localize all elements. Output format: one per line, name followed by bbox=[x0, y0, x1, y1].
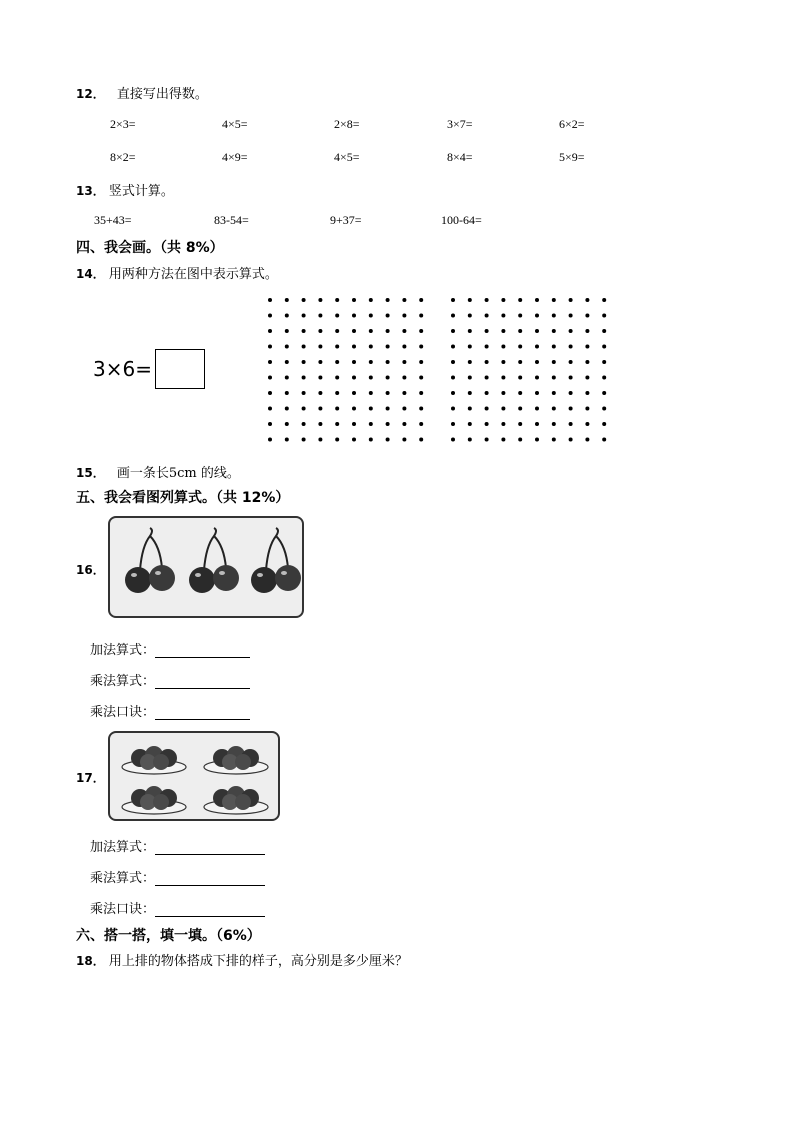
grid-dot bbox=[268, 329, 272, 333]
grid-dot bbox=[569, 329, 573, 333]
q17-multiplication-row bbox=[90, 867, 265, 886]
grid-dot bbox=[352, 298, 356, 302]
q13-item: 35+43= bbox=[94, 213, 132, 227]
grid-dot bbox=[569, 438, 573, 442]
grid-dot bbox=[335, 376, 339, 380]
q14-equation: 3×6= bbox=[93, 357, 152, 381]
grid-dot bbox=[369, 422, 373, 426]
grid-dot bbox=[468, 345, 472, 349]
grid-dot bbox=[518, 438, 522, 442]
section-6-title: 六、搭一搭，填一填。（6%） bbox=[76, 928, 261, 944]
grid-dot bbox=[602, 314, 606, 318]
grid-dot bbox=[468, 391, 472, 395]
grid-dot bbox=[602, 407, 606, 411]
q14-prompt bbox=[76, 263, 278, 282]
grid-dot bbox=[602, 422, 606, 426]
grid-dot bbox=[369, 314, 373, 318]
grid-dot bbox=[285, 422, 289, 426]
grid-dot bbox=[302, 407, 306, 411]
q16-multiplication-blank[interactable] bbox=[155, 676, 250, 689]
grid-dot bbox=[419, 329, 423, 333]
fruit-plate-icon bbox=[204, 746, 268, 774]
grid-dot bbox=[451, 407, 455, 411]
grid-dot bbox=[451, 391, 455, 395]
grid-dot bbox=[302, 376, 306, 380]
q17-addition-row bbox=[90, 836, 265, 855]
grid-dot bbox=[386, 422, 390, 426]
q13-item: 100-64= bbox=[441, 213, 482, 227]
grid-dot bbox=[585, 298, 589, 302]
q16-addition-label: 加法算式： bbox=[90, 643, 156, 658]
grid-dot bbox=[369, 360, 373, 364]
grid-dot bbox=[535, 422, 539, 426]
grid-dot bbox=[585, 438, 589, 442]
grid-dot bbox=[535, 314, 539, 318]
grid-dot bbox=[386, 438, 390, 442]
grid-dot bbox=[485, 329, 489, 333]
grid-dot bbox=[552, 376, 556, 380]
grid-dot bbox=[268, 345, 272, 349]
q12-item: 4×9= bbox=[222, 150, 248, 164]
grid-dot bbox=[585, 407, 589, 411]
grid-dot bbox=[485, 298, 489, 302]
grid-dot bbox=[485, 360, 489, 364]
grid-dot bbox=[352, 360, 356, 364]
q17-formula-row bbox=[90, 898, 265, 917]
q17-formula-label: 乘法口诀： bbox=[90, 902, 156, 917]
grid-dot bbox=[402, 345, 406, 349]
grid-dot bbox=[318, 314, 322, 318]
grid-dot bbox=[501, 314, 505, 318]
q13-item: 83-54= bbox=[214, 213, 249, 227]
fruit-plate-icon bbox=[122, 746, 186, 774]
grid-dot bbox=[518, 391, 522, 395]
grid-dot bbox=[485, 314, 489, 318]
grid-dot bbox=[468, 298, 472, 302]
grid-dot bbox=[569, 376, 573, 380]
grid-dot bbox=[535, 298, 539, 302]
dot-grid-left[interactable] bbox=[260, 292, 430, 447]
grid-dot bbox=[501, 360, 505, 364]
grid-dot bbox=[285, 438, 289, 442]
grid-dot bbox=[302, 298, 306, 302]
cherry-icon bbox=[189, 528, 239, 593]
cherry-icon-group bbox=[110, 518, 302, 616]
grid-dot bbox=[468, 407, 472, 411]
grid-dot bbox=[285, 376, 289, 380]
q13-number: 13． bbox=[76, 184, 105, 198]
q12-item: 2×3= bbox=[110, 117, 136, 131]
grid-dot bbox=[302, 345, 306, 349]
q12-item: 8×2= bbox=[110, 150, 136, 164]
fruit-plate-icon bbox=[122, 786, 186, 814]
grid-dot bbox=[402, 407, 406, 411]
grid-dot bbox=[569, 345, 573, 349]
grid-dot bbox=[501, 329, 505, 333]
grid-dot bbox=[335, 360, 339, 364]
grid-dot bbox=[268, 376, 272, 380]
grid-dot bbox=[501, 422, 505, 426]
grid-dot bbox=[335, 422, 339, 426]
grid-dot bbox=[602, 391, 606, 395]
grid-dot bbox=[302, 422, 306, 426]
grid-dot bbox=[386, 407, 390, 411]
grid-dot bbox=[419, 407, 423, 411]
grid-dot bbox=[318, 329, 322, 333]
grid-dot bbox=[402, 438, 406, 442]
grid-dot bbox=[352, 438, 356, 442]
grid-dot bbox=[468, 360, 472, 364]
grid-dot bbox=[386, 376, 390, 380]
q12-item: 6×2= bbox=[559, 117, 585, 131]
grid-dot bbox=[602, 298, 606, 302]
q12-item: 4×5= bbox=[222, 117, 248, 131]
grid-dot bbox=[285, 298, 289, 302]
grid-dot bbox=[569, 314, 573, 318]
grid-dot bbox=[402, 376, 406, 380]
q16-number: 16． bbox=[76, 563, 105, 577]
grid-dot bbox=[485, 438, 489, 442]
grid-dot bbox=[402, 422, 406, 426]
grid-dot bbox=[485, 345, 489, 349]
q12-prompt bbox=[76, 83, 208, 102]
q16-formula-label: 乘法口诀： bbox=[90, 705, 156, 720]
grid-dot bbox=[318, 422, 322, 426]
grid-dot bbox=[268, 422, 272, 426]
grid-dot bbox=[451, 345, 455, 349]
grid-dot bbox=[602, 376, 606, 380]
grid-dot bbox=[285, 391, 289, 395]
grid-dot bbox=[419, 376, 423, 380]
grid-dot bbox=[268, 298, 272, 302]
grid-dot bbox=[285, 329, 289, 333]
q17-formula-blank[interactable] bbox=[155, 904, 265, 917]
grid-dot bbox=[585, 376, 589, 380]
grid-dot bbox=[285, 407, 289, 411]
grid-dot bbox=[585, 391, 589, 395]
grid-dot bbox=[352, 376, 356, 380]
grid-dot bbox=[468, 329, 472, 333]
q16-formula-blank[interactable] bbox=[155, 707, 250, 720]
q12-item: 4×5= bbox=[334, 150, 360, 164]
section-5-title: 五、我会看图列算式。（共 12%） bbox=[76, 490, 290, 506]
q17-number: 17． bbox=[76, 771, 105, 785]
dot-grid-right[interactable] bbox=[443, 292, 613, 447]
grid-dot bbox=[335, 391, 339, 395]
grid-dot bbox=[386, 298, 390, 302]
q15-number: 15． bbox=[76, 466, 105, 480]
q14-text: 用两种方法在图中表示算式。 bbox=[108, 267, 278, 282]
q16-formula-row bbox=[90, 701, 250, 720]
grid-dot bbox=[552, 391, 556, 395]
grid-dot bbox=[268, 314, 272, 318]
fruit-plate-icon-group bbox=[110, 733, 278, 819]
grid-dot bbox=[585, 314, 589, 318]
grid-dot bbox=[318, 391, 322, 395]
grid-dot bbox=[535, 376, 539, 380]
grid-dot bbox=[501, 345, 505, 349]
grid-dot bbox=[468, 314, 472, 318]
grid-dot bbox=[501, 391, 505, 395]
grid-dot bbox=[501, 438, 505, 442]
grid-dot bbox=[552, 422, 556, 426]
grid-dot bbox=[268, 438, 272, 442]
grid-dot bbox=[419, 298, 423, 302]
grid-dot bbox=[318, 376, 322, 380]
grid-dot bbox=[602, 329, 606, 333]
grid-dot bbox=[386, 391, 390, 395]
grid-dot bbox=[335, 438, 339, 442]
q13-prompt bbox=[76, 180, 174, 199]
grid-dot bbox=[302, 360, 306, 364]
grid-dot bbox=[602, 345, 606, 349]
grid-dot bbox=[302, 438, 306, 442]
grid-dot bbox=[302, 329, 306, 333]
grid-dot bbox=[318, 438, 322, 442]
q18-text: 用上排的物体搭成下排的样子，高分别是多少厘米？ bbox=[108, 954, 408, 969]
grid-dot bbox=[419, 314, 423, 318]
grid-dot bbox=[518, 345, 522, 349]
grid-dot bbox=[451, 329, 455, 333]
grid-dot bbox=[451, 298, 455, 302]
grid-dot bbox=[535, 345, 539, 349]
grid-dot bbox=[318, 298, 322, 302]
grid-dot bbox=[451, 422, 455, 426]
grid-dot bbox=[386, 345, 390, 349]
grid-dot bbox=[501, 298, 505, 302]
fruit-plates-picture bbox=[108, 731, 280, 821]
grid-dot bbox=[419, 438, 423, 442]
grid-dot bbox=[335, 407, 339, 411]
grid-dot bbox=[485, 391, 489, 395]
grid-dot bbox=[585, 345, 589, 349]
grid-dot bbox=[386, 314, 390, 318]
fruit-plate-icon bbox=[204, 786, 268, 814]
grid-dot bbox=[285, 360, 289, 364]
grid-dot bbox=[451, 314, 455, 318]
grid-dot bbox=[451, 360, 455, 364]
grid-dot bbox=[335, 314, 339, 318]
grid-dot bbox=[569, 407, 573, 411]
grid-dot bbox=[518, 376, 522, 380]
grid-dot bbox=[468, 422, 472, 426]
grid-dot bbox=[369, 438, 373, 442]
grid-dot bbox=[552, 329, 556, 333]
q17-addition-label: 加法算式： bbox=[90, 840, 156, 855]
q15-prompt bbox=[76, 462, 240, 481]
grid-dot bbox=[386, 360, 390, 364]
grid-dot bbox=[402, 314, 406, 318]
grid-dot bbox=[419, 422, 423, 426]
grid-dot bbox=[552, 314, 556, 318]
grid-dot bbox=[552, 298, 556, 302]
grid-dot bbox=[268, 360, 272, 364]
grid-dot bbox=[352, 314, 356, 318]
grid-dot bbox=[552, 345, 556, 349]
grid-dot bbox=[468, 438, 472, 442]
q15-text: 画一条长5cm 的线。 bbox=[116, 466, 240, 481]
q14-number: 14． bbox=[76, 267, 105, 281]
grid-dot bbox=[585, 329, 589, 333]
q13-text: 竖式计算。 bbox=[108, 184, 174, 199]
q16-addition-row bbox=[90, 639, 250, 658]
grid-dot bbox=[402, 298, 406, 302]
q18-number: 18． bbox=[76, 954, 105, 968]
grid-dot bbox=[335, 345, 339, 349]
grid-dot bbox=[569, 422, 573, 426]
grid-dot bbox=[402, 391, 406, 395]
grid-dot bbox=[569, 391, 573, 395]
grid-dot bbox=[268, 407, 272, 411]
grid-dot bbox=[602, 438, 606, 442]
grid-dot bbox=[419, 360, 423, 364]
grid-dot bbox=[569, 298, 573, 302]
q17-addition-blank[interactable] bbox=[155, 842, 265, 855]
cherry-icon bbox=[125, 528, 175, 593]
grid-dot bbox=[285, 314, 289, 318]
section-4-title: 四、我会画。（共 8%） bbox=[76, 240, 224, 256]
grid-dot bbox=[518, 407, 522, 411]
grid-dot bbox=[535, 407, 539, 411]
grid-dot bbox=[352, 422, 356, 426]
q12-number: 12． bbox=[76, 87, 105, 101]
grid-dot bbox=[369, 345, 373, 349]
q18-prompt bbox=[76, 950, 408, 969]
grid-dot bbox=[485, 422, 489, 426]
grid-dot bbox=[468, 376, 472, 380]
q14-answer-box[interactable] bbox=[155, 349, 205, 389]
grid-dot bbox=[318, 345, 322, 349]
q13-item: 9+37= bbox=[330, 213, 362, 227]
cherries-picture bbox=[108, 516, 304, 618]
grid-dot bbox=[518, 422, 522, 426]
q12-text: 直接写出得数。 bbox=[116, 87, 208, 102]
grid-dot bbox=[535, 329, 539, 333]
grid-dot bbox=[501, 407, 505, 411]
grid-dot bbox=[518, 329, 522, 333]
q12-item: 8×4= bbox=[447, 150, 473, 164]
grid-dot bbox=[369, 329, 373, 333]
q16-multiplication-label: 乘法算式： bbox=[90, 674, 156, 689]
grid-dot bbox=[318, 407, 322, 411]
grid-dot bbox=[569, 360, 573, 364]
grid-dot bbox=[552, 360, 556, 364]
grid-dot bbox=[585, 422, 589, 426]
grid-dot bbox=[352, 345, 356, 349]
grid-dot bbox=[552, 438, 556, 442]
grid-dot bbox=[352, 391, 356, 395]
grid-dot bbox=[518, 314, 522, 318]
grid-dot bbox=[369, 407, 373, 411]
grid-dot bbox=[419, 345, 423, 349]
grid-dot bbox=[419, 391, 423, 395]
grid-dot bbox=[268, 391, 272, 395]
grid-dot bbox=[535, 438, 539, 442]
q16-multiplication-row bbox=[90, 670, 250, 689]
grid-dot bbox=[369, 376, 373, 380]
q17-multiplication-label: 乘法算式： bbox=[90, 871, 156, 886]
grid-dot bbox=[352, 329, 356, 333]
grid-dot bbox=[402, 329, 406, 333]
grid-dot bbox=[535, 360, 539, 364]
grid-dot bbox=[302, 391, 306, 395]
q17-multiplication-blank[interactable] bbox=[155, 873, 265, 886]
grid-dot bbox=[302, 314, 306, 318]
grid-dot bbox=[485, 407, 489, 411]
grid-dot bbox=[518, 360, 522, 364]
grid-dot bbox=[552, 407, 556, 411]
grid-dot bbox=[485, 376, 489, 380]
q12-item: 5×9= bbox=[559, 150, 585, 164]
grid-dot bbox=[602, 360, 606, 364]
grid-dot bbox=[518, 298, 522, 302]
grid-dot bbox=[369, 391, 373, 395]
grid-dot bbox=[335, 298, 339, 302]
grid-dot bbox=[369, 298, 373, 302]
grid-dot bbox=[352, 407, 356, 411]
grid-dot bbox=[585, 360, 589, 364]
grid-dot bbox=[285, 345, 289, 349]
grid-dot bbox=[402, 360, 406, 364]
q16-addition-blank[interactable] bbox=[155, 645, 250, 658]
grid-dot bbox=[501, 376, 505, 380]
grid-dot bbox=[335, 329, 339, 333]
grid-dot bbox=[318, 360, 322, 364]
grid-dot bbox=[535, 391, 539, 395]
grid-dot bbox=[451, 376, 455, 380]
q12-item: 2×8= bbox=[334, 117, 360, 131]
cherry-icon bbox=[251, 528, 301, 593]
q12-item: 3×7= bbox=[447, 117, 473, 131]
grid-dot bbox=[386, 329, 390, 333]
grid-dot bbox=[451, 438, 455, 442]
